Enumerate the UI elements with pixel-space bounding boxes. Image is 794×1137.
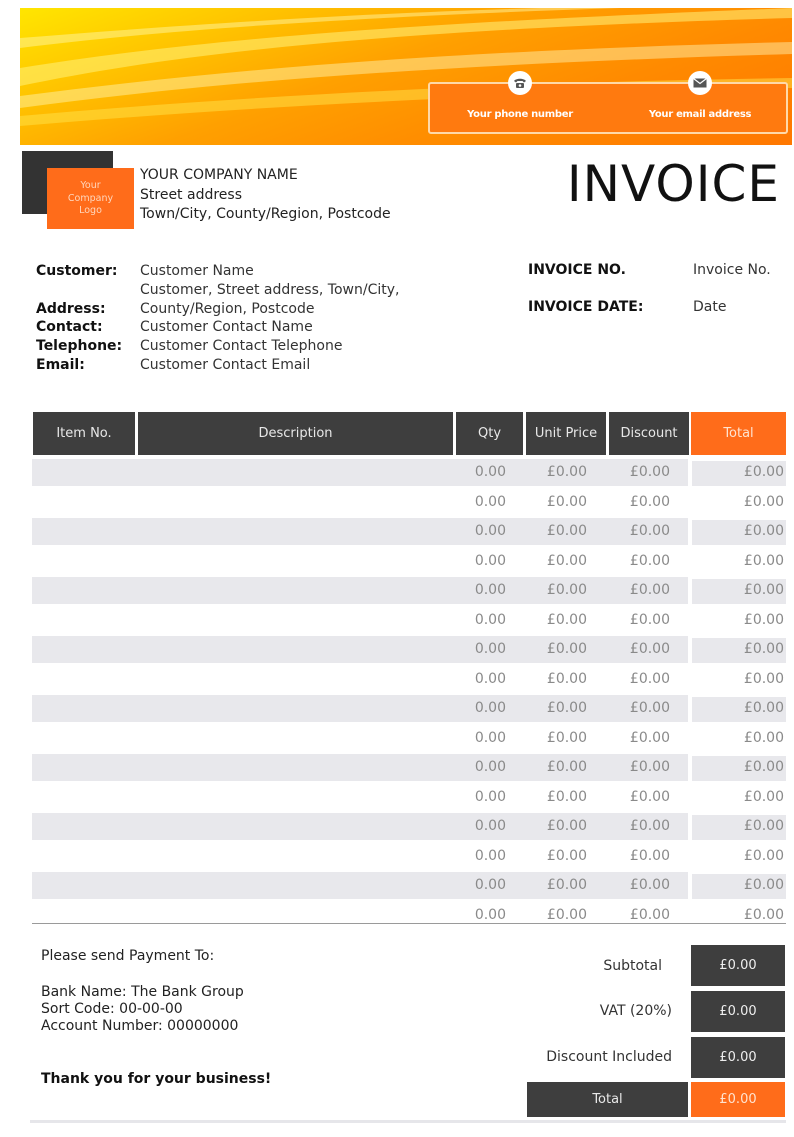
row-unit-price: £0.00 <box>546 523 587 539</box>
payment-details <box>41 948 244 1035</box>
company-street: Street address <box>140 186 242 203</box>
row-unit-price: £0.00 <box>546 670 587 687</box>
table-row <box>32 725 786 755</box>
row-total: £0.00 <box>743 818 784 834</box>
customer-name: Customer Name <box>140 263 254 279</box>
table-row <box>32 902 786 932</box>
row-total: £0.00 <box>743 877 784 893</box>
logo-line-1: Your <box>80 180 101 191</box>
row-unit-price: £0.00 <box>546 906 587 923</box>
header-discount: Discount <box>609 412 689 455</box>
address-label: Address: <box>36 300 106 317</box>
table-row <box>32 872 786 902</box>
discount-included-label: Discount Included <box>546 1049 672 1065</box>
row-unit-price: £0.00 <box>546 493 587 510</box>
row-qty: 0.00 <box>474 552 506 569</box>
row-discount: £0.00 <box>629 818 670 834</box>
row-qty: 0.00 <box>474 493 506 510</box>
row-qty: 0.00 <box>474 611 506 628</box>
vat-label: VAT (20%) <box>599 1003 672 1019</box>
thank-you-note: Thank you for your business! <box>41 1071 272 1087</box>
row-discount: £0.00 <box>629 523 670 539</box>
row-discount: £0.00 <box>629 641 670 657</box>
email-label: Email: <box>36 356 85 373</box>
row-discount: £0.00 <box>629 729 670 746</box>
row-unit-price: £0.00 <box>546 877 587 893</box>
contact-panel <box>428 82 788 134</box>
row-qty: 0.00 <box>474 847 506 864</box>
row-discount: £0.00 <box>629 582 670 598</box>
customer-email: Customer Contact Email <box>140 356 311 373</box>
table-row <box>32 636 786 666</box>
bank-name: Bank Name: The Bank Group <box>41 984 244 1000</box>
customer-label: Customer: <box>36 263 118 279</box>
table-row <box>32 577 786 607</box>
invoice-date-value: Date <box>693 299 727 315</box>
row-discount: £0.00 <box>629 788 670 805</box>
invoice-no-label: INVOICE NO. <box>528 262 626 278</box>
row-total: £0.00 <box>743 759 784 775</box>
table-row <box>32 695 786 725</box>
payment-heading: Please send Payment To: <box>41 948 215 964</box>
invoice-no-value: Invoice No. <box>693 262 771 278</box>
header-unit-price: Unit Price <box>526 412 606 455</box>
row-total: £0.00 <box>743 493 784 510</box>
row-qty: 0.00 <box>474 729 506 746</box>
discount-included-value: £0.00 <box>691 1037 785 1078</box>
row-unit-price: £0.00 <box>546 818 587 834</box>
invoice-date-label: INVOICE DATE: <box>528 299 644 315</box>
row-unit-price: £0.00 <box>546 641 587 657</box>
row-total: £0.00 <box>743 641 784 657</box>
row-unit-price: £0.00 <box>546 582 587 598</box>
table-row <box>32 843 786 873</box>
row-total: £0.00 <box>743 611 784 628</box>
telephone-label: Telephone: <box>36 338 123 355</box>
customer-contact: Customer Contact Name <box>140 319 313 336</box>
row-total: £0.00 <box>743 906 784 923</box>
row-discount: £0.00 <box>629 670 670 687</box>
row-unit-price: £0.00 <box>546 464 587 480</box>
row-total: £0.00 <box>743 670 784 687</box>
sort-code: Sort Code: 00-00-00 <box>41 1001 183 1017</box>
table-row <box>32 813 786 843</box>
row-total: £0.00 <box>743 729 784 746</box>
table-bottom-rule <box>32 923 786 924</box>
row-discount: £0.00 <box>629 877 670 893</box>
total-value: £0.00 <box>691 1082 785 1117</box>
row-qty: 0.00 <box>474 818 506 834</box>
row-qty: 0.00 <box>474 523 506 539</box>
phone-number-label: Your phone number <box>467 109 573 120</box>
table-row <box>32 784 786 814</box>
header-item-no: Item No. <box>33 412 135 455</box>
table-row <box>32 459 786 489</box>
table-row <box>32 607 786 637</box>
row-discount: £0.00 <box>629 847 670 864</box>
customer-address-line-1: Customer, Street address, Town/City, <box>140 281 400 298</box>
contact-label: Contact: <box>36 319 103 336</box>
header-qty: Qty <box>456 412 523 455</box>
row-unit-price: £0.00 <box>546 611 587 628</box>
row-unit-price: £0.00 <box>546 700 587 716</box>
email-slot <box>610 84 790 132</box>
row-unit-price: £0.00 <box>546 729 587 746</box>
phone-slot <box>430 84 610 132</box>
row-total: £0.00 <box>743 523 784 539</box>
row-discount: £0.00 <box>629 906 670 923</box>
email-address-label: Your email address <box>648 109 752 120</box>
row-discount: £0.00 <box>629 464 670 480</box>
row-qty: 0.00 <box>474 877 506 893</box>
row-unit-price: £0.00 <box>546 788 587 805</box>
row-total: £0.00 <box>743 464 784 480</box>
table-row <box>32 489 786 519</box>
row-unit-price: £0.00 <box>546 847 587 864</box>
company-city: Town/City, County/Region, Postcode <box>140 206 391 222</box>
total-label: Total <box>527 1082 688 1117</box>
row-qty: 0.00 <box>474 700 506 716</box>
row-qty: 0.00 <box>474 759 506 775</box>
row-total: £0.00 <box>743 847 784 864</box>
header-description: Description <box>138 412 453 455</box>
line-items <box>32 459 786 931</box>
customer-address-line-2: County/Region, Postcode <box>140 300 315 317</box>
invoice-meta <box>528 262 771 336</box>
subtotal-label: Subtotal <box>603 958 662 974</box>
customer-telephone: Customer Contact Telephone <box>140 338 343 355</box>
row-unit-price: £0.00 <box>546 552 587 569</box>
logo-line-2: Company <box>67 192 114 204</box>
envelope-icon <box>688 71 712 95</box>
header-total: Total <box>691 412 786 455</box>
row-discount: £0.00 <box>629 759 670 775</box>
row-total: £0.00 <box>743 582 784 598</box>
table-row <box>32 666 786 696</box>
row-discount: £0.00 <box>629 493 670 510</box>
row-qty: 0.00 <box>474 906 506 923</box>
row-unit-price: £0.00 <box>546 759 587 775</box>
phone-icon <box>508 71 532 95</box>
customer-block <box>36 262 399 375</box>
row-qty: 0.00 <box>474 641 506 657</box>
row-qty: 0.00 <box>474 788 506 805</box>
company-name: YOUR COMPANY NAME <box>140 167 298 183</box>
logo-line-3: Logo <box>79 205 102 216</box>
row-discount: £0.00 <box>629 552 670 569</box>
row-total: £0.00 <box>743 788 784 805</box>
row-discount: £0.00 <box>629 700 670 716</box>
table-row <box>32 518 786 548</box>
row-total: £0.00 <box>743 700 784 716</box>
row-qty: 0.00 <box>474 464 506 480</box>
header-banner <box>20 8 792 145</box>
row-qty: 0.00 <box>474 670 506 687</box>
table-row <box>32 548 786 578</box>
table-row <box>32 754 786 784</box>
subtotal-value: £0.00 <box>691 945 785 986</box>
company-details <box>140 166 391 225</box>
row-discount: £0.00 <box>629 611 670 628</box>
page-bottom-rule <box>30 1120 786 1123</box>
row-total: £0.00 <box>743 552 784 569</box>
company-logo-placeholder <box>47 168 134 229</box>
account-number: Account Number: 00000000 <box>41 1018 239 1034</box>
vat-value: £0.00 <box>691 991 785 1032</box>
invoice-title: INVOICE <box>566 155 780 213</box>
row-qty: 0.00 <box>474 582 506 598</box>
